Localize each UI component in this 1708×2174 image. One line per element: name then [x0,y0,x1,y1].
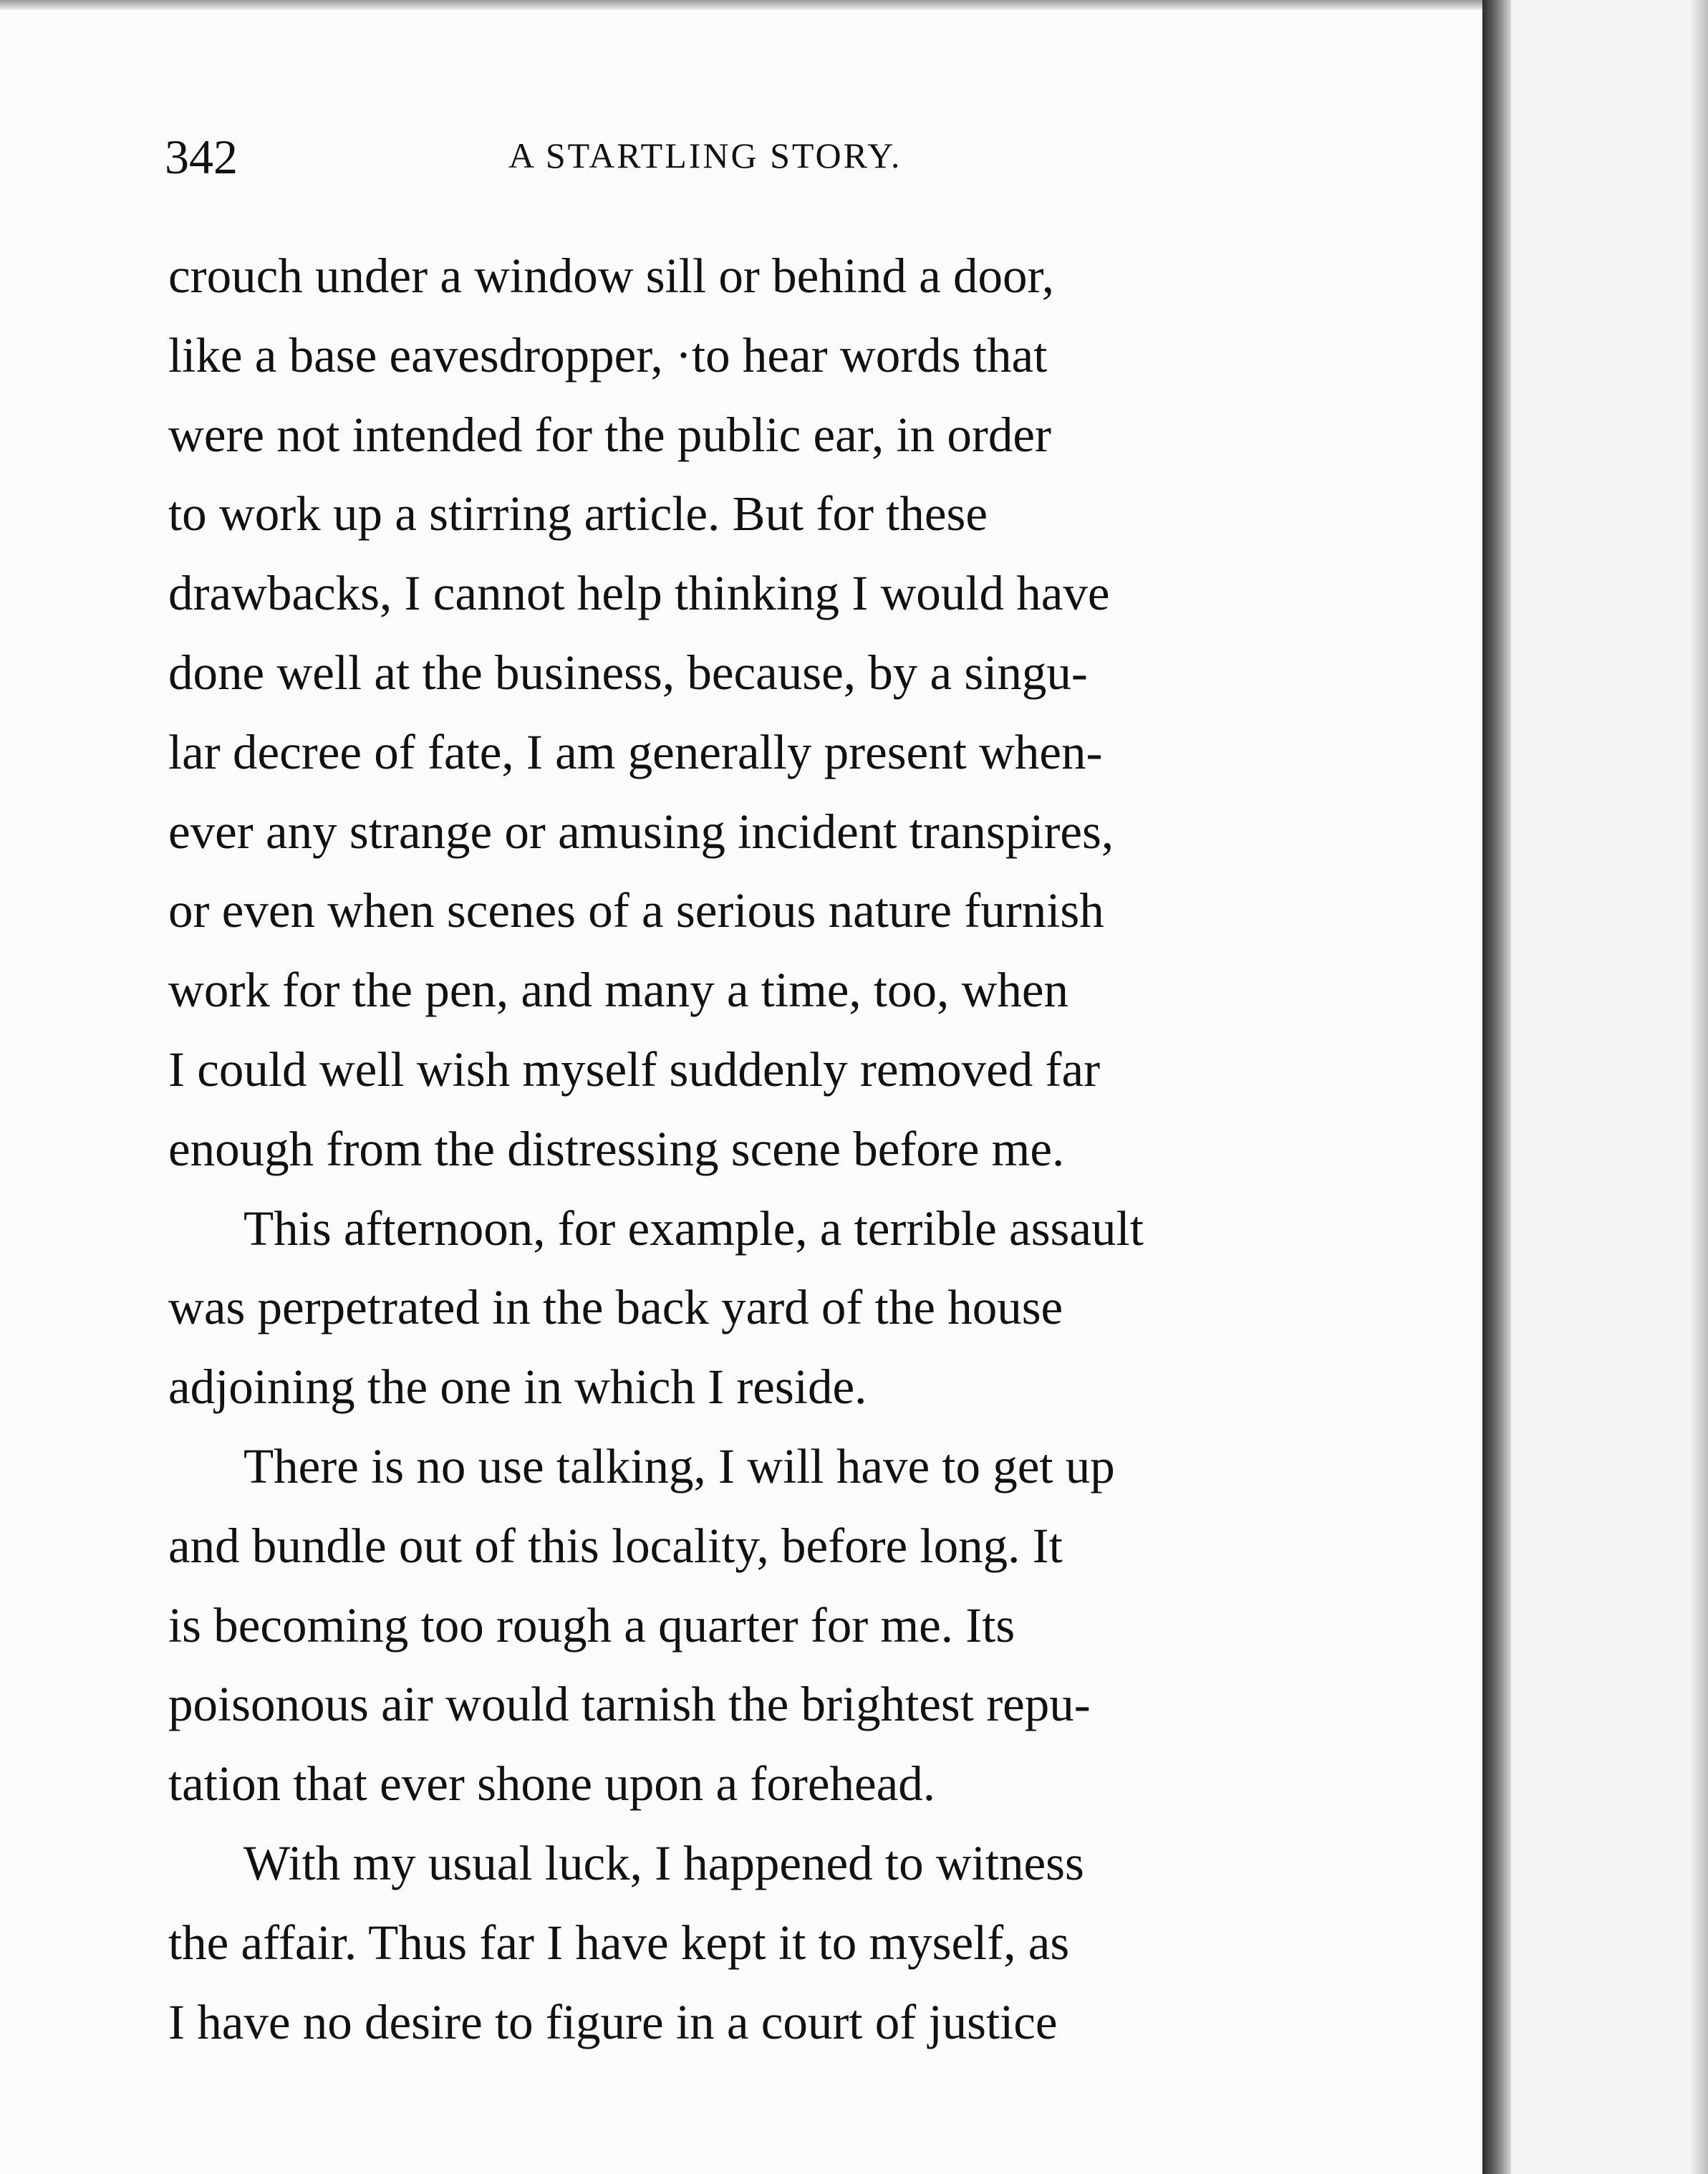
facing-page-edge [1511,0,1708,2174]
text-line: or even when scenes of a serious nature furnish [168,883,1104,938]
book-gutter [1482,0,1511,2174]
text-line: drawbacks, I cannot help thinking I would have [168,566,1110,621]
text-line: is becoming too rough a quarter for me. Its [168,1597,1015,1653]
text-line: enough from the distressing scene before me. [168,1121,1065,1176]
body-text [168,236,1361,2062]
text-line: were not intended for the public ear, in order [168,407,1052,462]
text-line: like a base eavesdropper, ·to hear words that [168,327,1048,383]
text-line: adjoining the one in which I reside. [168,1360,867,1415]
page-number: 342 [165,130,238,184]
text-line: ever any strange or amusing incident transpires, [168,804,1114,859]
page-header [165,129,1346,193]
running-head: A STARTLING STORY. [508,135,902,175]
text-line: I have no desire to figure in a court of justice [168,1994,1058,2049]
text-line: done well at the business, because, by a singu- [168,645,1088,700]
facing-page-shadow [1690,0,1708,2174]
text-line: the affair. Thus far I have kept it to myself, as [168,1915,1070,1970]
text-line: poisonous air would tarnish the brightest repu- [168,1677,1091,1732]
paragraph-first-line: This afternoon, for example, a terrible assault [243,1201,1144,1256]
text-line: to work up a stirring article. But for these [168,486,988,542]
text-line: work for the pen, and many a time, too, when [168,963,1068,1018]
text-line: and bundle out of this locality, before long. It [168,1518,1063,1573]
text-line: was perpetrated in the back yard of the house [168,1280,1063,1335]
text-line: I could well wish myself suddenly removed far [168,1042,1101,1097]
text-line: crouch under a window sill or behind a door, [168,249,1055,303]
paragraph-first-line: With my usual luck, I happened to witness [243,1835,1084,1890]
paragraph-first-line: There is no use talking, I will have to get up [243,1438,1115,1494]
text-line: lar decree of fate, I am generally present when- [168,724,1103,779]
text-line: tation that ever shone upon a forehead. [168,1756,936,1812]
page-top-edge [0,0,1490,10]
